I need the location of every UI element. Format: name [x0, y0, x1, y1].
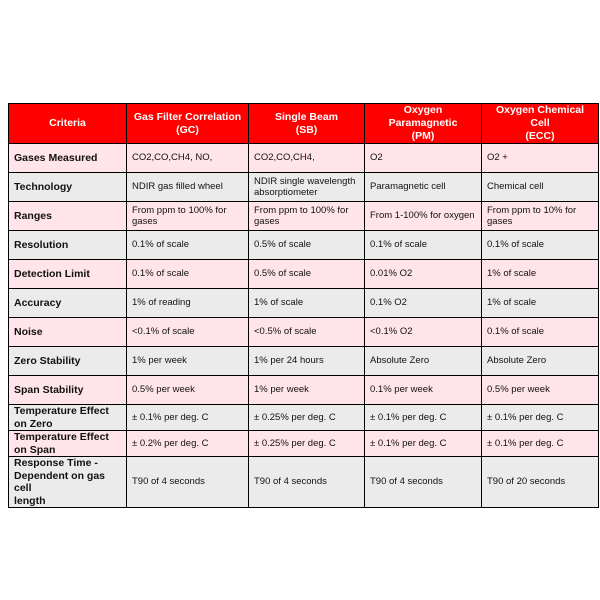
- cell-text: 1% per week: [132, 355, 187, 367]
- cell-pm: [365, 231, 482, 260]
- cell-text: 0.5% per week: [132, 384, 195, 396]
- cell-gc: [127, 457, 249, 508]
- header-pm-abbr: (PM): [411, 130, 435, 142]
- cell-pm: [365, 457, 482, 508]
- cell-pm: [365, 431, 482, 457]
- cell-text: Absolute Zero: [370, 355, 430, 367]
- table-row-resolution: [9, 231, 599, 260]
- cell-text: 0.01% O2: [370, 268, 413, 280]
- cell-ecc: [482, 231, 599, 260]
- cell-text: gases: [132, 216, 158, 227]
- cell-ecc: [482, 457, 599, 508]
- cell-text: From ppm to 100% for: [132, 204, 227, 216]
- criterion-text: on Zero: [14, 417, 53, 430]
- cell-sb: [249, 376, 365, 405]
- cell-gc: [127, 289, 249, 318]
- cell-text: gases: [254, 216, 280, 227]
- cell-text: absorptiometer: [254, 187, 318, 198]
- cell-text: CO2,CO,CH4, NO,: [132, 152, 213, 164]
- cell-sb: [249, 457, 365, 508]
- cell-sb: [249, 289, 365, 318]
- cell-text: 1% of scale: [254, 297, 304, 309]
- criterion-text: Temperature Effect: [14, 405, 109, 417]
- cell-sb: [249, 144, 365, 173]
- cell-ecc: [482, 318, 599, 347]
- cell-pm: [365, 202, 482, 231]
- table-row-ranges: [9, 202, 599, 231]
- header-gc-label: Gas Filter Correlation: [133, 110, 242, 123]
- criterion-text: Gases Measured: [14, 151, 98, 164]
- row-label: [9, 173, 127, 202]
- cell-ecc: [482, 173, 599, 202]
- criterion-text: Span Stability: [14, 383, 84, 396]
- criterion-text: Zero Stability: [14, 354, 81, 367]
- cell-text: ± 0.1% per deg. C: [132, 411, 209, 423]
- row-label: [9, 347, 127, 376]
- cell-text: 0.1% per week: [370, 384, 433, 396]
- table-header-row: [9, 104, 599, 144]
- cell-sb: [249, 318, 365, 347]
- row-label: [9, 376, 127, 405]
- cell-text: Paramagnetic cell: [370, 181, 446, 193]
- header-sb-abbr: (SB): [295, 123, 318, 136]
- table-row-gases-measured: [9, 144, 599, 173]
- cell-text: ± 0.25% per deg. C: [254, 437, 336, 449]
- cell-sb: [249, 431, 365, 457]
- cell-text: 1% of scale: [487, 297, 537, 309]
- criterion-text: length: [14, 494, 46, 507]
- gas-analyzer-comparison-table: [8, 103, 599, 508]
- header-gas-filter-correlation: [127, 104, 249, 144]
- cell-pm: [365, 173, 482, 202]
- cell-text: T90 of 4 seconds: [132, 476, 205, 488]
- cell-text: 1% per week: [254, 384, 309, 396]
- criterion-text: Resolution: [14, 238, 69, 251]
- cell-text: 0.1% of scale: [487, 326, 545, 338]
- criterion-text: Ranges: [14, 209, 52, 222]
- cell-text: O2: [370, 152, 383, 164]
- cell-sb: [249, 173, 365, 202]
- cell-text: 0.5% of scale: [254, 268, 312, 280]
- row-label: [9, 405, 127, 431]
- row-label: [9, 231, 127, 260]
- cell-ecc: [482, 144, 599, 173]
- header-criteria: [9, 104, 127, 144]
- cell-pm: [365, 405, 482, 431]
- cell-sb: [249, 202, 365, 231]
- cell-text: 0.5% of scale: [254, 239, 312, 251]
- cell-gc: [127, 202, 249, 231]
- table-row-response-time: [9, 457, 599, 508]
- criterion-text: Noise: [14, 325, 43, 338]
- comparison-table-container: [8, 103, 598, 508]
- cell-text: 0.1% of scale: [370, 239, 428, 251]
- cell-gc: [127, 405, 249, 431]
- cell-text: ± 0.1% per deg. C: [370, 411, 447, 423]
- cell-sb: [249, 405, 365, 431]
- cell-text: CO2,CO,CH4,: [254, 152, 315, 164]
- criterion-text: on Span: [14, 443, 56, 456]
- header-criteria-label: Criteria: [49, 117, 86, 129]
- cell-gc: [127, 376, 249, 405]
- cell-ecc: [482, 405, 599, 431]
- cell-pm: [365, 144, 482, 173]
- cell-text: 0.1% of scale: [487, 239, 545, 251]
- table-row-accuracy: [9, 289, 599, 318]
- table-row-span-stability: [9, 376, 599, 405]
- cell-pm: [365, 318, 482, 347]
- cell-text: From 1-100% for oxygen: [370, 210, 475, 222]
- cell-ecc: [482, 376, 599, 405]
- cell-text: gases: [487, 216, 513, 227]
- cell-ecc: [482, 431, 599, 457]
- header-pm-label: Oxygen Paramagnetic: [388, 104, 458, 129]
- cell-gc: [127, 318, 249, 347]
- cell-text: ± 0.1% per deg. C: [487, 437, 564, 449]
- cell-sb: [249, 347, 365, 376]
- cell-text: <0.5% of scale: [254, 326, 317, 338]
- cell-text: ± 0.1% per deg. C: [487, 411, 564, 423]
- cell-sb: [249, 260, 365, 289]
- cell-text: T90 of 4 seconds: [254, 476, 327, 488]
- header-gc-abbr: (GC): [176, 123, 199, 136]
- table-row-technology: [9, 173, 599, 202]
- cell-text: ± 0.2% per deg. C: [132, 437, 209, 449]
- cell-gc: [127, 260, 249, 289]
- cell-text: From ppm to 10% for: [487, 204, 577, 216]
- header-ecc-abbr: (ECC): [525, 130, 555, 142]
- cell-gc: [127, 173, 249, 202]
- cell-ecc: [482, 347, 599, 376]
- cell-pm: [365, 289, 482, 318]
- cell-text: 0.1% of scale: [132, 268, 190, 280]
- cell-gc: [127, 347, 249, 376]
- cell-gc: [127, 144, 249, 173]
- criterion-text: Technology: [14, 180, 73, 193]
- cell-text: T90 of 20 seconds: [487, 476, 566, 488]
- table-row-noise: [9, 318, 599, 347]
- cell-ecc: [482, 289, 599, 318]
- cell-text: ± 0.25% per deg. C: [254, 411, 336, 423]
- cell-pm: [365, 347, 482, 376]
- cell-gc: [127, 431, 249, 457]
- cell-text: ± 0.1% per deg. C: [370, 437, 447, 449]
- cell-ecc: [482, 260, 599, 289]
- criterion-text: Accuracy: [14, 296, 62, 309]
- criterion-text: Temperature Effect: [14, 431, 109, 443]
- header-oxygen-paramagnetic: [365, 104, 482, 144]
- criterion-text: Dependent on gas cell: [14, 469, 106, 494]
- table-row-temperature-effect-zero: [9, 405, 599, 431]
- header-sb-label: Single Beam: [274, 110, 339, 123]
- cell-text: 1% of scale: [487, 268, 537, 280]
- criterion-text: Detection Limit: [14, 267, 90, 280]
- header-ecc-label: Oxygen Chemical Cell: [495, 104, 585, 129]
- cell-text: O2 +: [487, 152, 508, 164]
- row-label: [9, 260, 127, 289]
- cell-pm: [365, 376, 482, 405]
- header-oxygen-chemical-cell: [482, 104, 599, 144]
- cell-gc: [127, 231, 249, 260]
- criterion-text: Response Time -: [14, 457, 98, 469]
- row-label: [9, 289, 127, 318]
- row-label: [9, 431, 127, 457]
- cell-text: NDIR gas filled wheel: [132, 181, 223, 193]
- cell-text: 0.5% per week: [487, 384, 550, 396]
- header-single-beam: [249, 104, 365, 144]
- cell-sb: [249, 231, 365, 260]
- cell-text: Absolute Zero: [487, 355, 547, 367]
- cell-text: T90 of 4 seconds: [370, 476, 443, 488]
- row-label: [9, 318, 127, 347]
- row-label: [9, 202, 127, 231]
- cell-text: 1% per 24 hours: [254, 355, 324, 367]
- row-label: [9, 144, 127, 173]
- cell-text: <0.1% of scale: [132, 326, 195, 338]
- table-row-zero-stability: [9, 347, 599, 376]
- cell-text: <0.1% O2: [370, 326, 413, 338]
- cell-pm: [365, 260, 482, 289]
- table-row-detection-limit: [9, 260, 599, 289]
- cell-text: From ppm to 100% for: [254, 204, 349, 216]
- cell-ecc: [482, 202, 599, 231]
- table-row-temperature-effect-span: [9, 431, 599, 457]
- cell-text: 0.1% O2: [370, 297, 407, 309]
- cell-text: 1% of reading: [132, 297, 191, 309]
- cell-text: NDIR single wavelength: [254, 175, 356, 187]
- row-label: [9, 457, 127, 508]
- cell-text: Chemical cell: [487, 181, 544, 193]
- cell-text: 0.1% of scale: [132, 239, 190, 251]
